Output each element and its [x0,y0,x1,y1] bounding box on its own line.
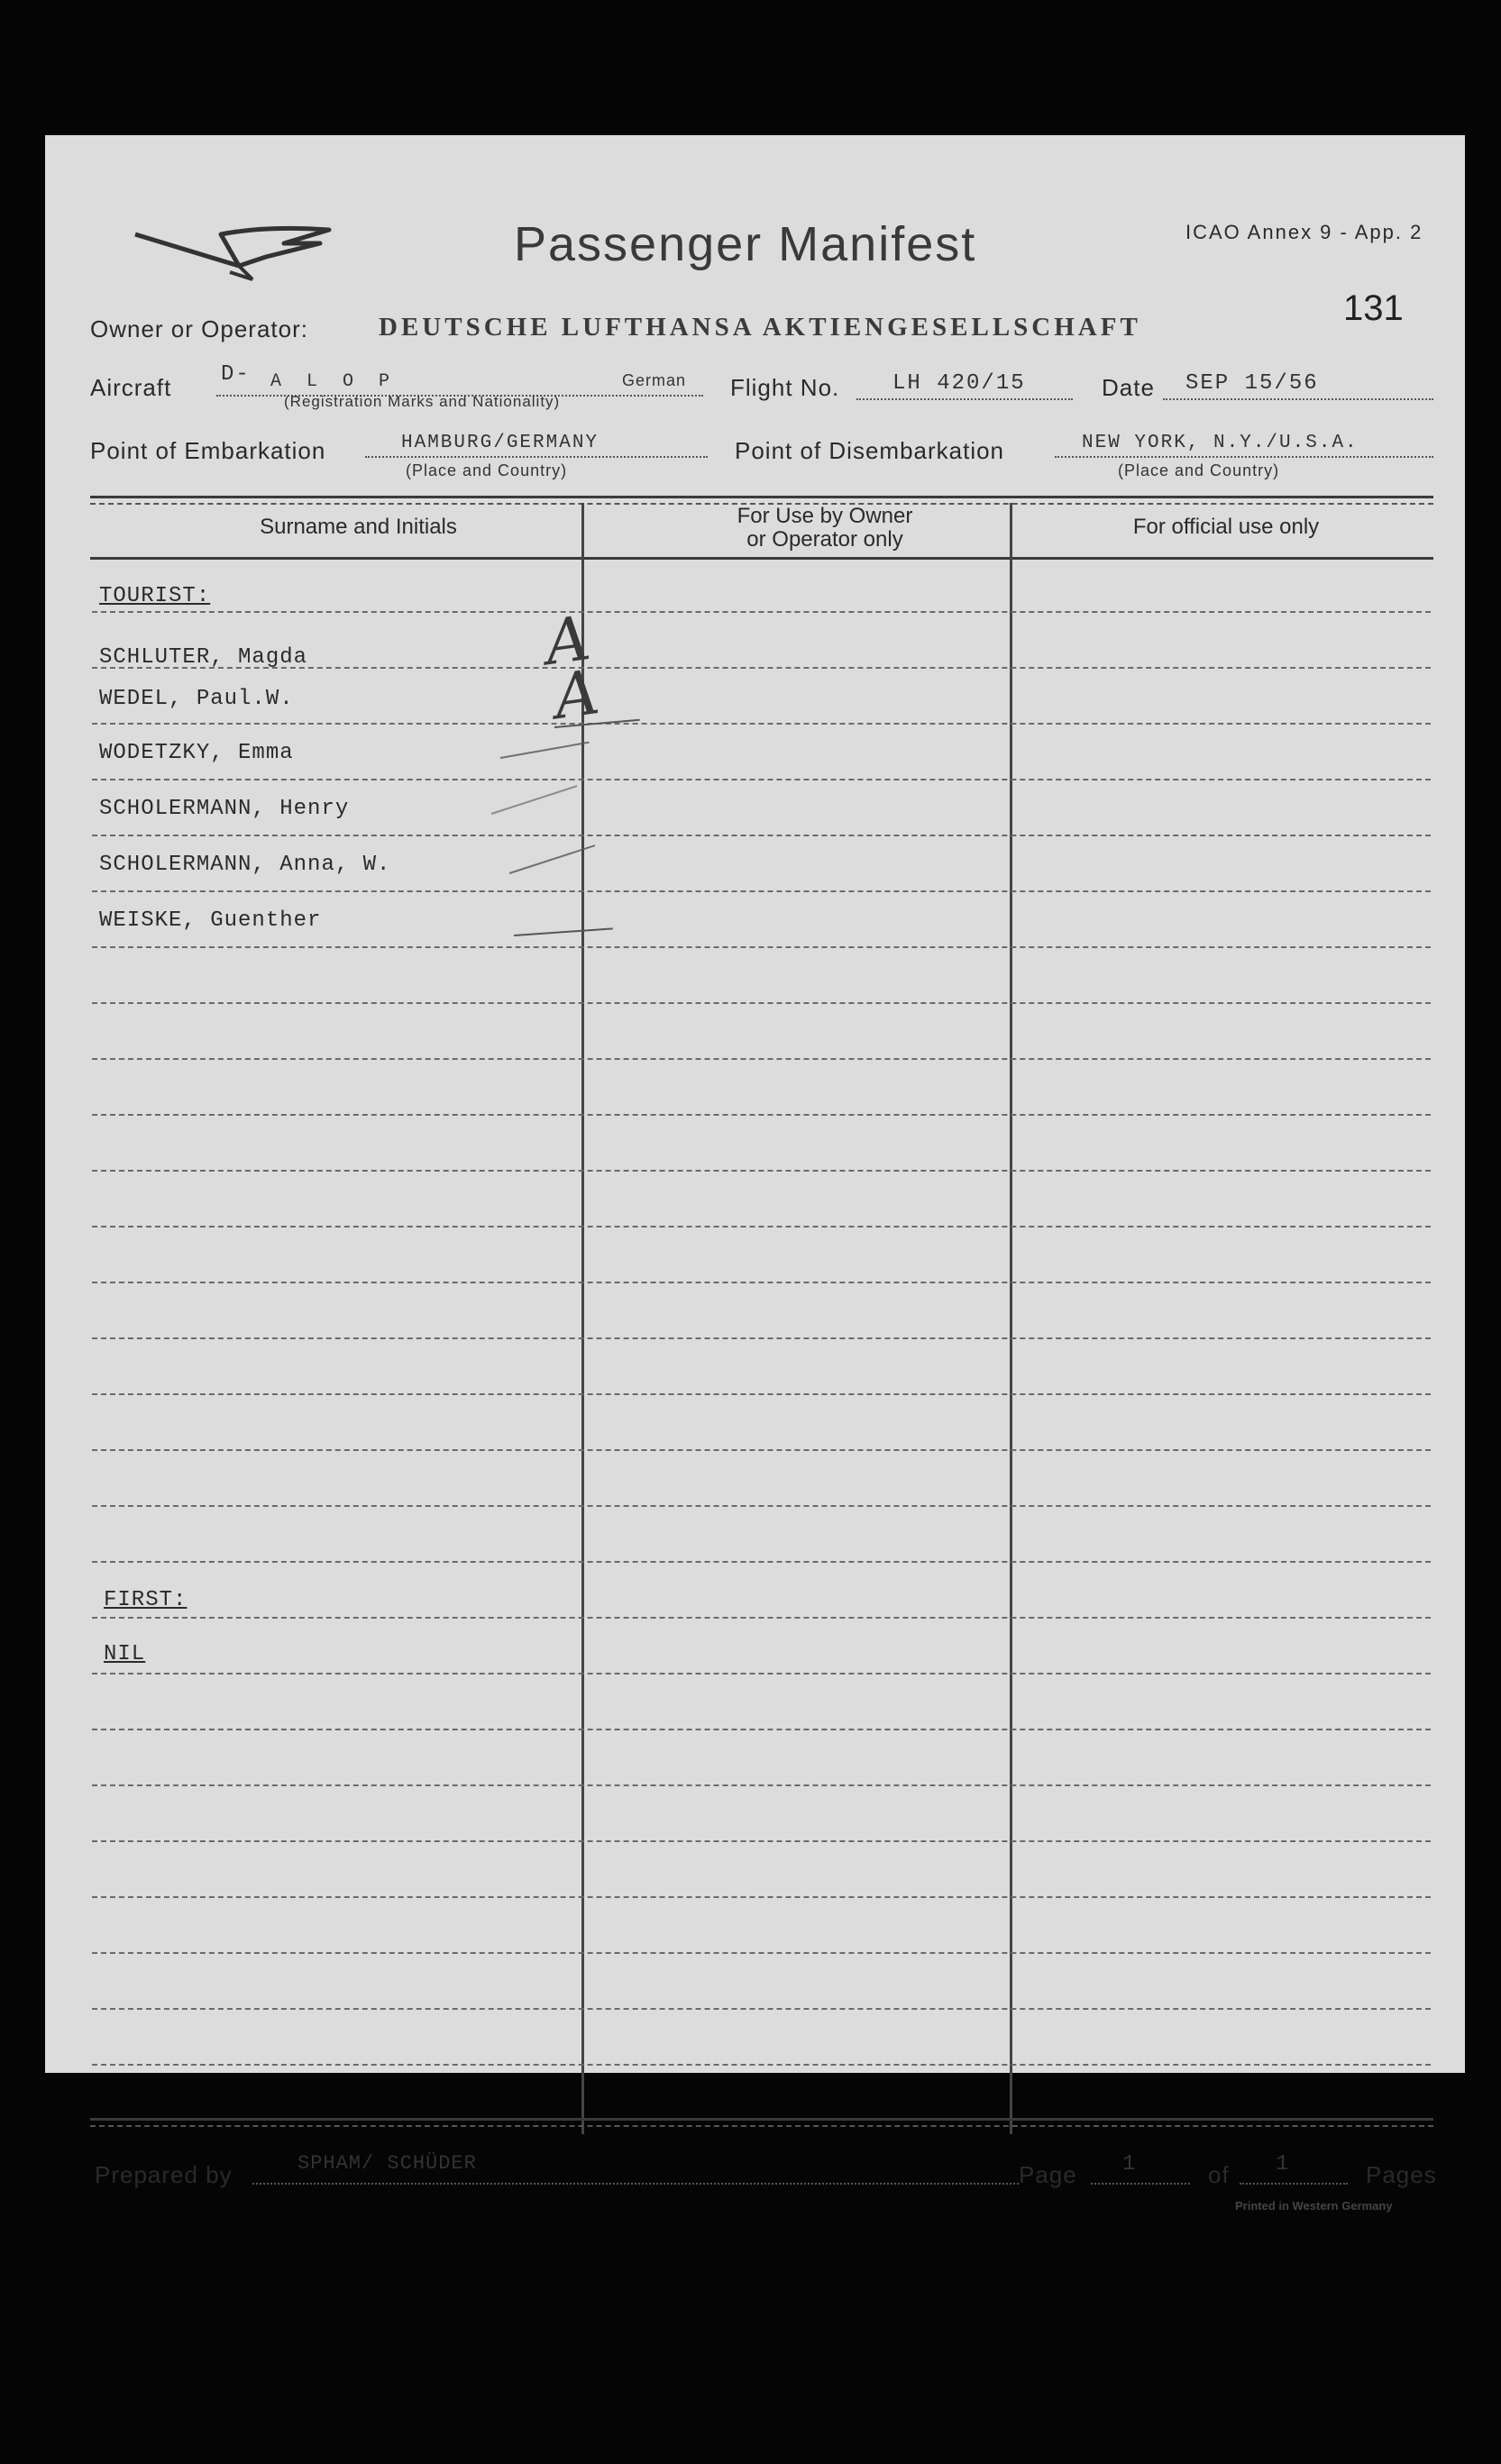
page-underline [1091,2183,1190,2185]
column-divider-2 [1010,503,1012,2134]
icao-reference: ICAO Annex 9 - App. 2 [1185,221,1423,243]
manifest-sheet [45,135,1465,2213]
disembarkation-caption: (Place and Country) [1118,461,1280,479]
flight-number: LH 420/15 [892,371,1026,396]
row-line [92,1449,1431,1451]
row-line [92,1896,1431,1898]
column-header-owner-use-1: For Use by Owner [737,504,913,528]
passenger-entry: SCHLUTER, Magda [99,645,308,670]
row-line [92,2064,1431,2066]
aircraft-prefix: D- [221,362,251,387]
row-line [92,1840,1431,1842]
prepared-by-value: SPHAM/ SCHÜDER [297,2152,477,2175]
tourist-heading: TOURIST: [99,584,211,608]
date-label: Date [1102,374,1155,401]
of-underline [1240,2183,1348,2185]
row-line [92,890,1431,892]
row-line [92,2008,1431,2010]
row-line [92,1226,1431,1227]
aircraft-caption: (Registration Marks and Nationality) [284,393,561,410]
row-line [92,1784,1431,1786]
column-header-official: For official use only [1132,515,1320,539]
handwritten-stroke [500,742,590,759]
disembarkation-label: Point of Disembarkation [735,437,1005,464]
flight-label: Flight No. [730,374,840,401]
passenger-entry: SCHOLERMANN, Henry [99,797,350,821]
table-bottom-rule-2 [90,2125,1433,2127]
row-line [92,1282,1431,1283]
header-bottom-rule [90,557,1433,560]
date-underline [1163,398,1433,400]
aircraft-nationality: German [622,371,687,389]
embarkation-caption: (Place and Country) [406,461,568,479]
owner-value: DEUTSCHE LUFTHANSA AKTIENGESELLSCHAFT [379,313,1141,342]
row-line [92,1114,1431,1116]
row-line [92,1002,1431,1004]
table-bottom-rule [90,2118,1433,2121]
of-label: of [1208,2161,1230,2188]
row-line [92,1617,1431,1619]
page-label: Page [1019,2161,1077,2188]
embarkation-value: HAMBURG/GERMANY [401,433,599,453]
row-line [92,1337,1431,1339]
row-line [92,779,1431,780]
table-top-rule [90,496,1433,498]
row-line [92,611,1431,613]
row-line [92,835,1431,836]
aircraft-label: Aircraft [90,374,172,401]
row-line [92,1561,1431,1563]
date-value: SEP 15/56 [1185,371,1319,396]
pages-label: Pages [1366,2161,1437,2188]
embarkation-label: Point of Embarkation [90,437,326,464]
column-divider-1 [581,503,584,2134]
manifest-number: 131 [1343,288,1404,328]
prepared-by-label: Prepared by [95,2161,233,2188]
row-line [92,1729,1431,1730]
lufthansa-crane-logo [131,216,338,288]
flight-underline [856,398,1073,400]
column-header-surname: Surname and Initials [260,515,457,539]
passenger-entry: WEDEL, Paul.W. [99,687,294,711]
row-line [92,1673,1431,1675]
row-line [92,1505,1431,1507]
first-entry: NIL [104,1642,146,1666]
document-title: Passenger Manifest [514,217,977,271]
handwritten-stroke [491,785,578,815]
row-line [92,723,1431,725]
disembarkation-underline [1055,456,1433,458]
row-line [92,1393,1431,1395]
printer-note: Printed in Western Germany [1235,2199,1393,2213]
handwritten-mark: A [549,656,604,735]
handwritten-stroke [514,927,613,936]
prepared-by-underline [252,2183,1019,2185]
page-value: 1 [1122,2152,1138,2177]
row-line [92,946,1431,948]
embarkation-underline [365,456,708,458]
aircraft-registration: A L O P [270,371,398,392]
row-line [92,1952,1431,1954]
passenger-entry: WODETZKY, Emma [99,741,294,765]
column-header-owner-use-2: or Operator only [746,527,903,552]
disembarkation-value: NEW YORK, N.Y./U.S.A. [1082,433,1359,453]
passenger-entry: WEISKE, Guenther [99,908,322,933]
passenger-entry: SCHOLERMANN, Anna, W. [99,853,391,877]
row-line [92,1170,1431,1172]
owner-label: Owner or Operator: [90,315,308,342]
of-value: 1 [1276,2152,1291,2177]
first-heading: FIRST: [104,1588,188,1612]
handwritten-mark: A [540,602,595,680]
row-line [92,1058,1431,1060]
